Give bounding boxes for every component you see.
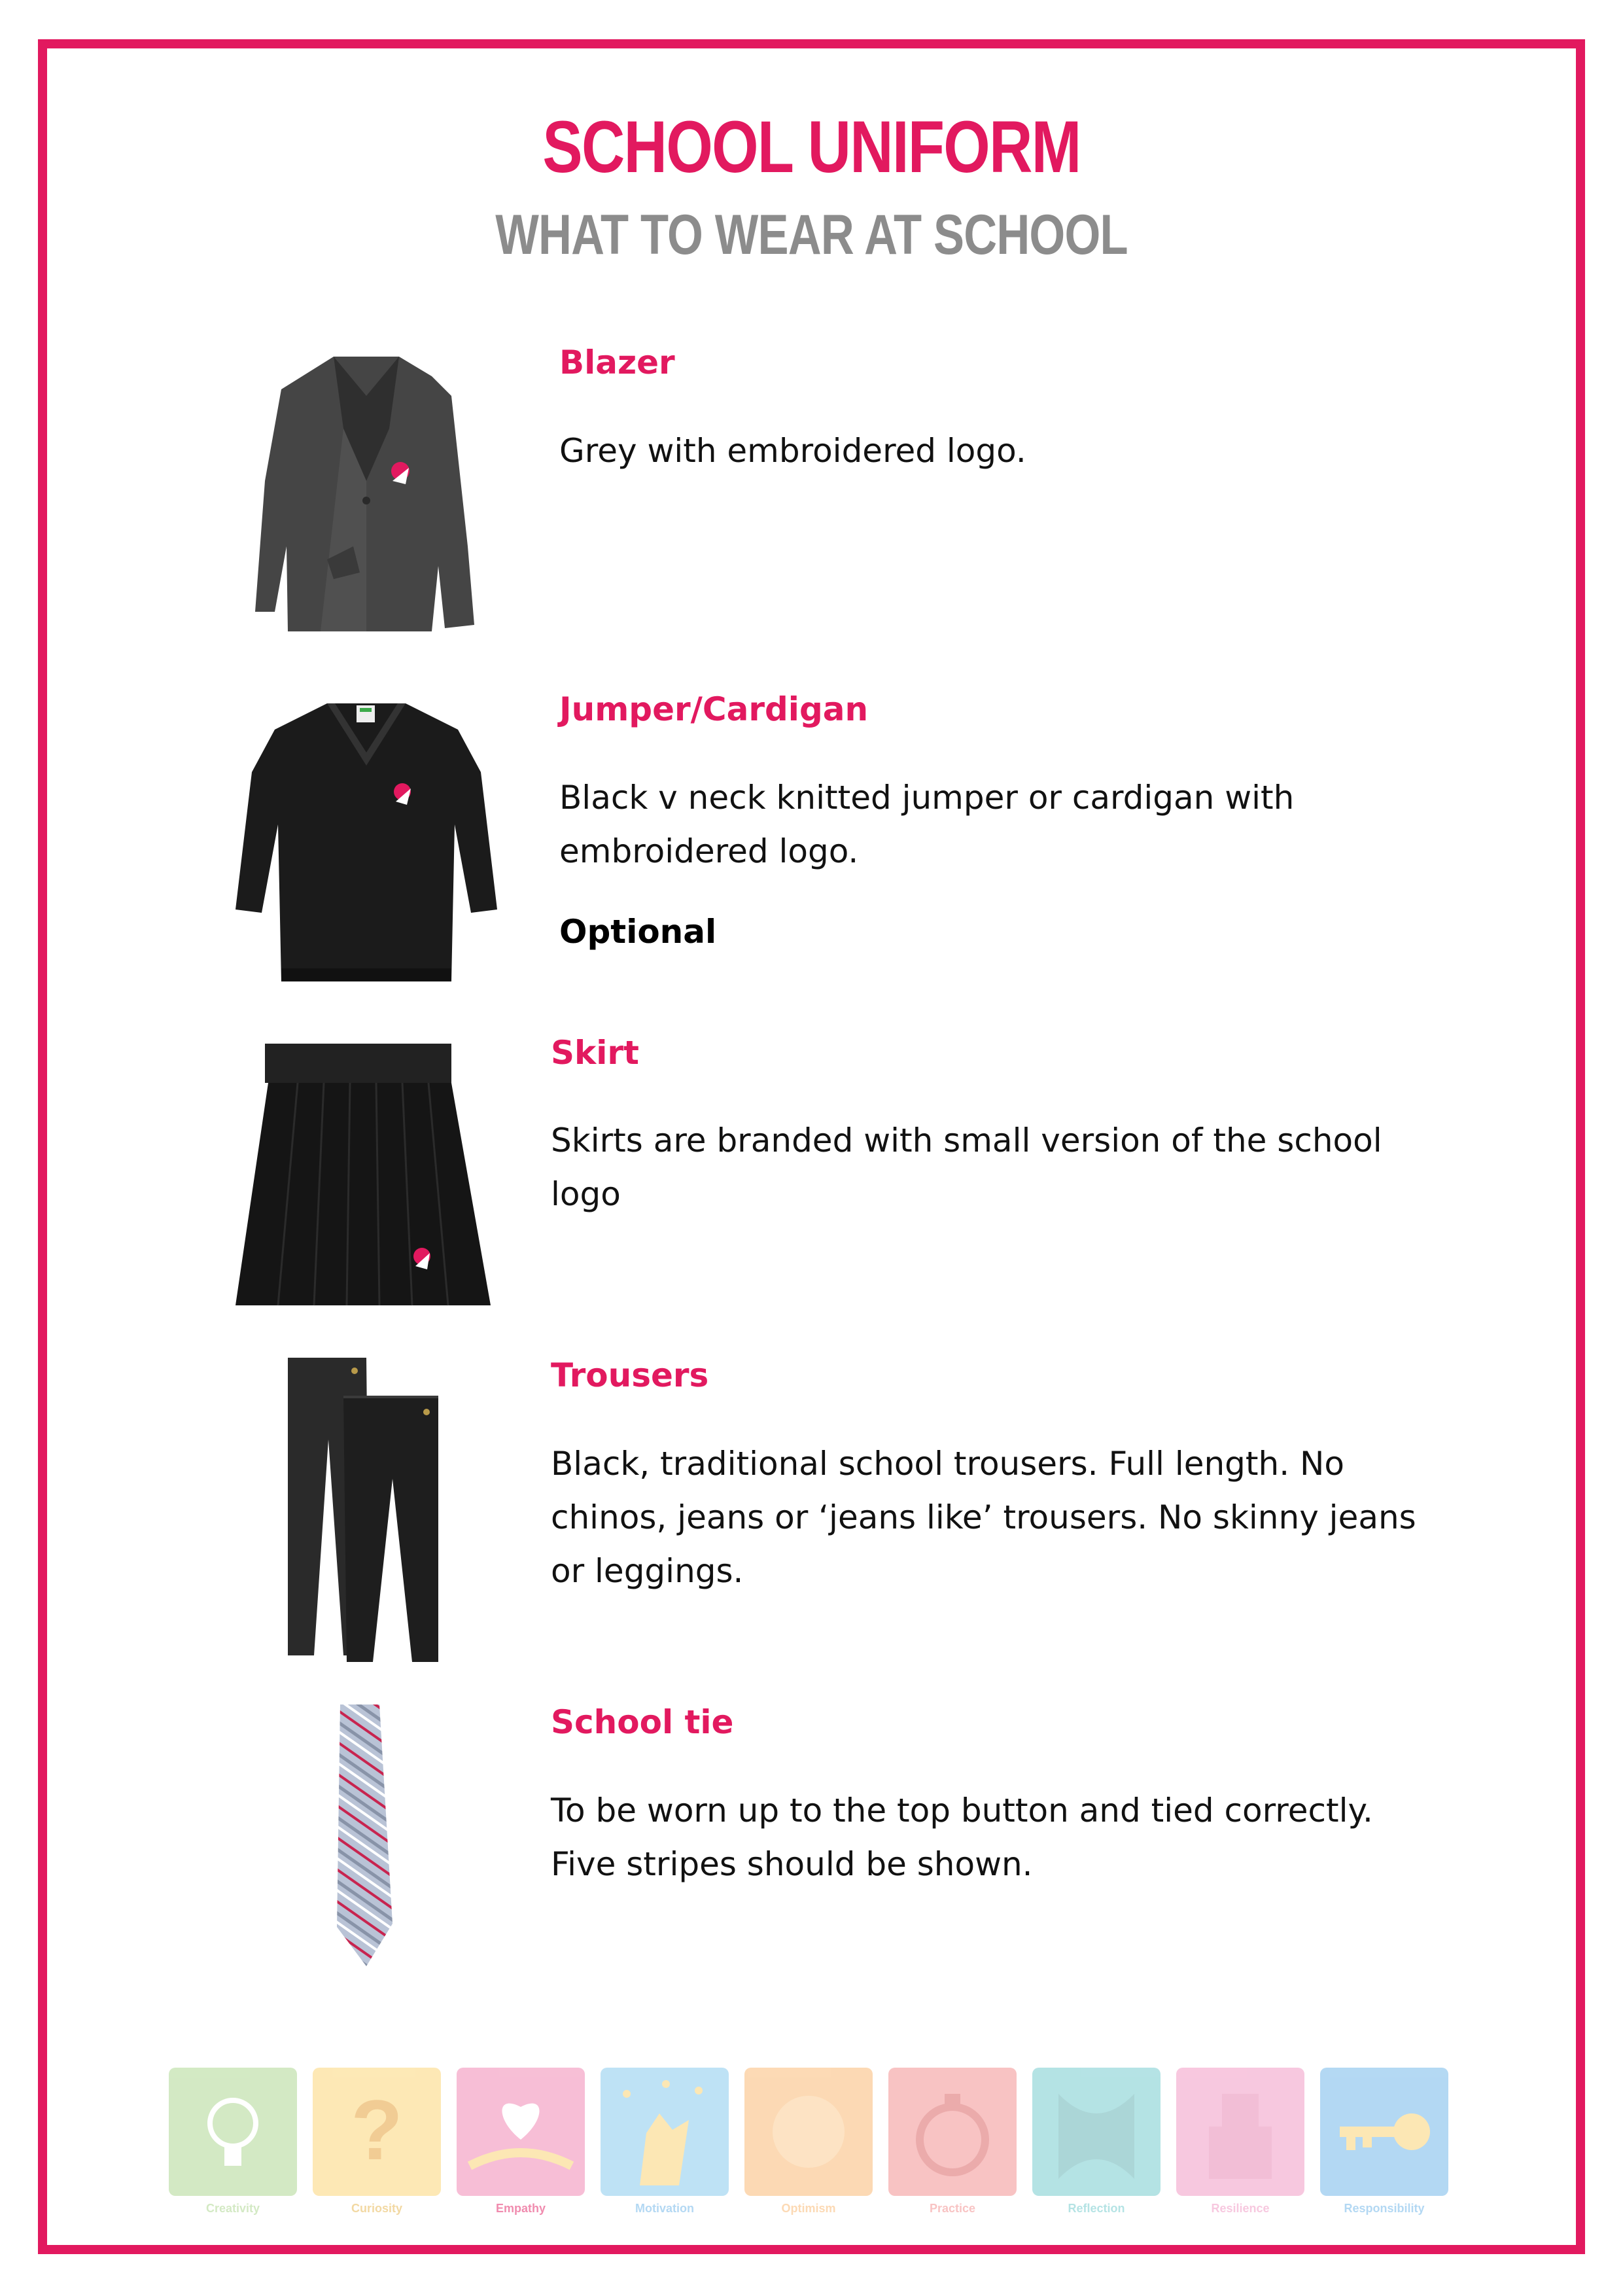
skirt-heading: Skirt <box>551 1034 639 1072</box>
trousers-heading: Trousers <box>551 1356 709 1394</box>
question-mark-icon <box>313 2068 441 2196</box>
hands-heart-icon <box>457 2068 585 2196</box>
svg-text:?: ? <box>351 2082 403 2178</box>
reflection-label: Reflection <box>1068 2202 1125 2215</box>
responsibility-label: Responsibility <box>1344 2202 1425 2215</box>
jumper-image <box>229 694 504 988</box>
school-values-strip <box>164 2068 1472 2218</box>
tie-image <box>327 1701 399 1969</box>
sun-icon <box>744 2068 873 2196</box>
resilience-tile <box>1176 2068 1304 2196</box>
mirror-icon <box>1032 2068 1161 2196</box>
practice-tile <box>888 2068 1017 2196</box>
optional-note: Optional <box>559 913 717 951</box>
empathy-tile <box>457 2068 585 2196</box>
hand-stars-icon <box>601 2068 729 2196</box>
school-tie-heading: School tie <box>551 1703 734 1741</box>
key-icon <box>1320 2068 1448 2196</box>
optimism-tile <box>744 2068 873 2196</box>
jumper-cardigan-heading: Jumper/Cardigan <box>559 690 869 728</box>
reflection-tile <box>1032 2068 1161 2196</box>
curiosity-label: Curiosity <box>351 2202 402 2215</box>
motivation-tile <box>601 2068 729 2196</box>
lightbulb-icon <box>169 2068 297 2196</box>
resilience-label: Resilience <box>1211 2202 1270 2215</box>
page-subtitle: WHAT TO WEAR AT SCHOOL <box>495 203 1128 266</box>
optimism-label: Optimism <box>781 2202 836 2215</box>
blazer-description: Grey with embroidered logo. <box>559 432 1026 470</box>
practice-label: Practice <box>929 2202 976 2215</box>
skirt-description: Skirts are branded with small version of the school logo <box>551 1122 1382 1213</box>
page-title: SCHOOL UNIFORM <box>542 106 1081 188</box>
curiosity-tile <box>313 2068 441 2196</box>
blazer-image <box>236 350 497 638</box>
creativity-tile <box>169 2068 297 2196</box>
creativity-label: Creativity <box>205 2202 260 2215</box>
blazer-heading: Blazer <box>559 344 675 381</box>
trousers-description: Black, traditional school trousers. Full length. No chinos, jeans or ‘jeans like’ trousers. No skinny jeans or leggings. <box>551 1445 1416 1590</box>
school-tie-description: To be worn up to the top button and tied correctly. Five stripes should be shown. <box>551 1792 1373 1883</box>
stopwatch-icon <box>888 2068 1017 2196</box>
castle-icon <box>1176 2068 1304 2196</box>
empathy-label: Empathy <box>495 2202 546 2215</box>
jumper-cardigan-description: Black v neck knitted jumper or cardigan with embroidered logo. <box>559 779 1295 870</box>
skirt-image <box>226 1037 500 1312</box>
motivation-label: Motivation <box>635 2202 694 2215</box>
trousers-image <box>281 1354 451 1662</box>
responsibility-tile <box>1320 2068 1448 2196</box>
